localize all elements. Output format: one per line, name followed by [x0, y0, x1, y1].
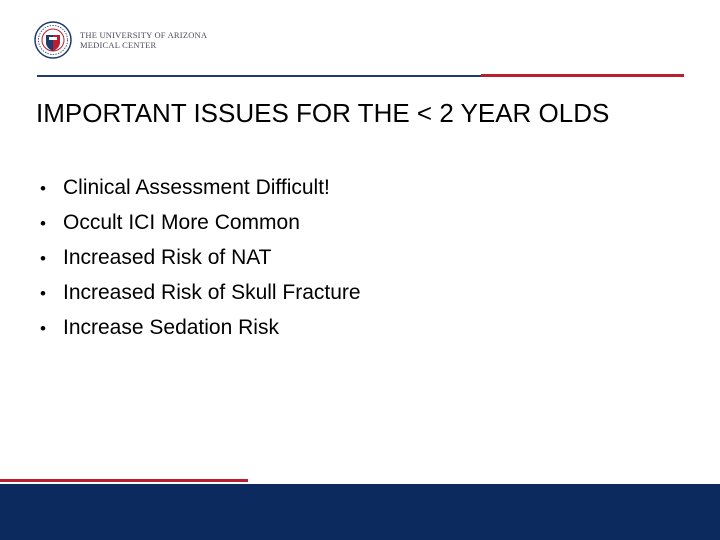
bullet-item — [40, 281, 361, 316]
bullet-marker: • — [40, 249, 46, 268]
bullet-item — [40, 316, 361, 351]
bullet-item — [40, 211, 361, 246]
footer-band — [0, 484, 720, 540]
university-logo — [34, 20, 208, 60]
university-seal-icon — [34, 21, 72, 59]
slide-title: IMPORTANT ISSUES FOR THE < 2 YEAR OLDS — [36, 98, 610, 128]
bullet-marker: • — [40, 319, 46, 338]
bullet-list — [40, 176, 361, 351]
bullet-item — [40, 246, 361, 281]
bullet-item — [40, 176, 361, 211]
bullet-marker: • — [40, 179, 46, 198]
logo-line-university: THE UNIVERSITY OF ARIZONA — [80, 30, 208, 40]
bullet-marker: • — [40, 214, 46, 233]
bullet-text: Clinical Assessment Difficult! — [63, 176, 330, 199]
bullet-text: Increased Risk of NAT — [63, 246, 272, 269]
header-rule-navy — [37, 75, 481, 77]
header-rule-red — [481, 74, 684, 77]
bullet-text: Occult ICI More Common — [63, 211, 300, 234]
bullet-text: Increase Sedation Risk — [63, 316, 279, 339]
bullet-text: Increased Risk of Skull Fracture — [63, 281, 361, 304]
bullet-marker: • — [40, 284, 46, 303]
footer-accent-line — [0, 479, 248, 482]
logo-line-medical-center: MEDICAL CENTER — [80, 40, 157, 50]
